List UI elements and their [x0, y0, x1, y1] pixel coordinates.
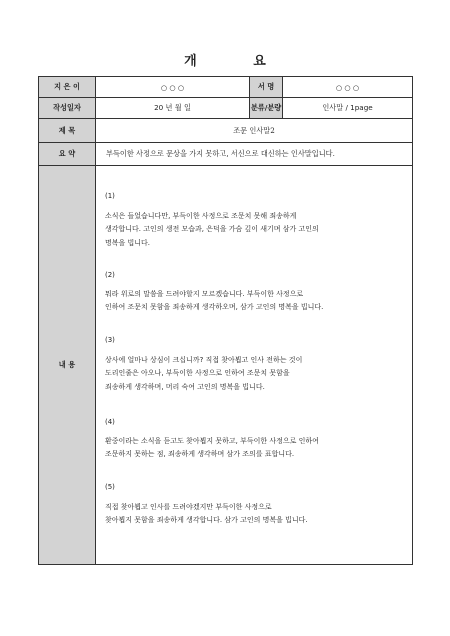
subject-row — [39, 119, 413, 143]
paragraph-line: 명복을 빕니다. — [105, 238, 151, 247]
author-row — [39, 77, 413, 98]
paragraph-5 — [105, 481, 390, 528]
paragraph-line: 조문하지 못하는 점, 죄송하게 생각하며 삼가 조의를 표합니다. — [105, 450, 295, 458]
paragraph-line: 인하여 조문치 못함을 죄송하게 생각하오며, 삼가 고인의 명복을 빕니다. — [105, 303, 324, 311]
paragraph-line: 상사에 얼마나 상심이 크십니까? 직접 찾아뵙고 인사 전하는 것이 — [105, 355, 303, 364]
signer-value: ○ ○ ○ — [283, 77, 413, 98]
subject-value: 조문 인사말2 — [96, 119, 413, 143]
content-body — [96, 166, 412, 564]
paragraph-line: 뭐라 위로의 말씀을 드려야할지 모르겠습니다. 부득이한 사정으로 — [105, 289, 304, 298]
paragraph-2 — [105, 269, 390, 315]
paragraph-line: 직접 찾아뵙고 인사를 드려야겠지만 부득이한 사정으로 — [105, 502, 272, 511]
category-label: 분류/분량 — [250, 98, 283, 119]
paragraph-line: 소식은 들었습니다만, 부득이한 사정으로 조문치 못해 죄송하게 — [105, 211, 297, 220]
paragraph-line: 생각합니다. 고인의 생전 모습과, 은덕을 가슴 깊이 새기며 삼가 고인의 — [105, 225, 319, 233]
date-value: 20 년 월 일 — [96, 98, 250, 119]
paragraph-line: 도리인줄은 아오나, 부득이한 사정으로 인하여 조문치 못함을 — [105, 369, 290, 377]
paragraph-number: (1) — [105, 192, 115, 200]
subject-label: 제 목 — [39, 119, 96, 143]
document-title: 개 요 — [184, 54, 292, 69]
date-label: 작성일자 — [39, 98, 96, 119]
summary-row — [39, 143, 413, 166]
content-cell — [96, 166, 413, 565]
signer-label: 서 명 — [250, 77, 283, 98]
date-row — [39, 98, 413, 119]
paragraph-1 — [105, 190, 390, 250]
paragraph-line: 환중이라는 소식을 듣고도 찾아뵙지 못하고, 부득이한 사정으로 인하여 — [105, 436, 319, 445]
paragraph-number: (2) — [105, 271, 115, 279]
paragraph-number: (3) — [105, 336, 115, 344]
category-value: 인사말 / 1page — [283, 98, 413, 119]
paragraph-line: 찾아뵙지 못함을 죄송하게 생각합니다. 삼가 고인의 명복을 빕니다. — [105, 516, 308, 524]
content-label: 내 용 — [39, 166, 96, 565]
summary-label: 요 약 — [39, 143, 96, 166]
paragraph-4 — [105, 416, 390, 462]
summary-value: 부득이한 사정으로 문상을 가지 못하고, 서신으로 대신하는 인사말입니다. — [96, 143, 413, 166]
content-row — [39, 166, 413, 565]
author-label: 지 은 이 — [39, 77, 96, 98]
paragraph-3 — [105, 334, 390, 394]
overview-form — [38, 76, 413, 565]
paragraph-number: (4) — [105, 418, 115, 426]
author-value: ○ ○ ○ — [96, 77, 250, 98]
paragraph-line: 죄송하게 생각하며, 머리 숙여 고인의 명복을 빕니다. — [105, 382, 265, 391]
paragraph-number: (5) — [105, 483, 115, 491]
